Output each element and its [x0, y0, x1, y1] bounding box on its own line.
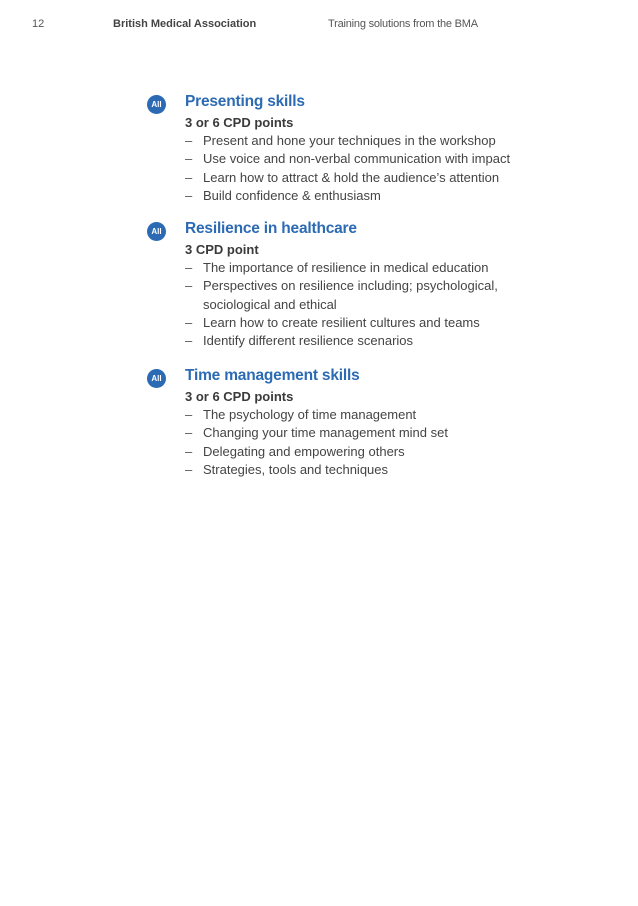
- audience-badge: All: [147, 95, 166, 114]
- course-points-list: [185, 406, 565, 479]
- course-resilience-in-healthcare: [151, 219, 565, 350]
- list-item: – The importance of resilience in medical education: [185, 259, 535, 277]
- course-points-list: [185, 132, 565, 205]
- list-item: – Present and hone your techniques in the workshop: [185, 132, 565, 150]
- course-title: Presenting skills: [185, 93, 305, 110]
- list-item: – Identify different resilience scenarios: [185, 332, 535, 350]
- audience-badge: All: [147, 222, 166, 241]
- organisation-name: British Medical Association: [113, 18, 257, 30]
- list-item: – Strategies, tools and techniques: [185, 461, 565, 479]
- list-item: – The psychology of time management: [185, 406, 565, 424]
- cpd-points: 3 or 6 CPD points: [185, 389, 294, 404]
- course-title: Resilience in healthcare: [185, 220, 357, 237]
- course-presenting-skills: [151, 92, 565, 205]
- cpd-points: 3 or 6 CPD points: [185, 115, 294, 130]
- cpd-points: 3 CPD point: [185, 242, 259, 257]
- section-title: Training solutions from the BMA: [328, 18, 478, 30]
- list-item: – Delegating and empowering others: [185, 443, 565, 461]
- audience-badge: All: [147, 369, 166, 388]
- course-time-management-skills: [151, 366, 565, 479]
- course-title: Time management skills: [185, 367, 360, 384]
- page-number: 12: [32, 18, 45, 30]
- list-item: – Perspectives on resilience including; psychological, sociological and ethical: [185, 277, 535, 314]
- list-item: – Changing your time management mind set: [185, 424, 565, 442]
- list-item: – Build confidence & enthusiasm: [185, 187, 565, 205]
- list-item: – Use voice and non-verbal communication with impact: [185, 150, 565, 168]
- list-item: – Learn how to attract & hold the audience’s attention: [185, 169, 565, 187]
- course-points-list: [185, 259, 535, 350]
- list-item: – Learn how to create resilient cultures and teams: [185, 314, 535, 332]
